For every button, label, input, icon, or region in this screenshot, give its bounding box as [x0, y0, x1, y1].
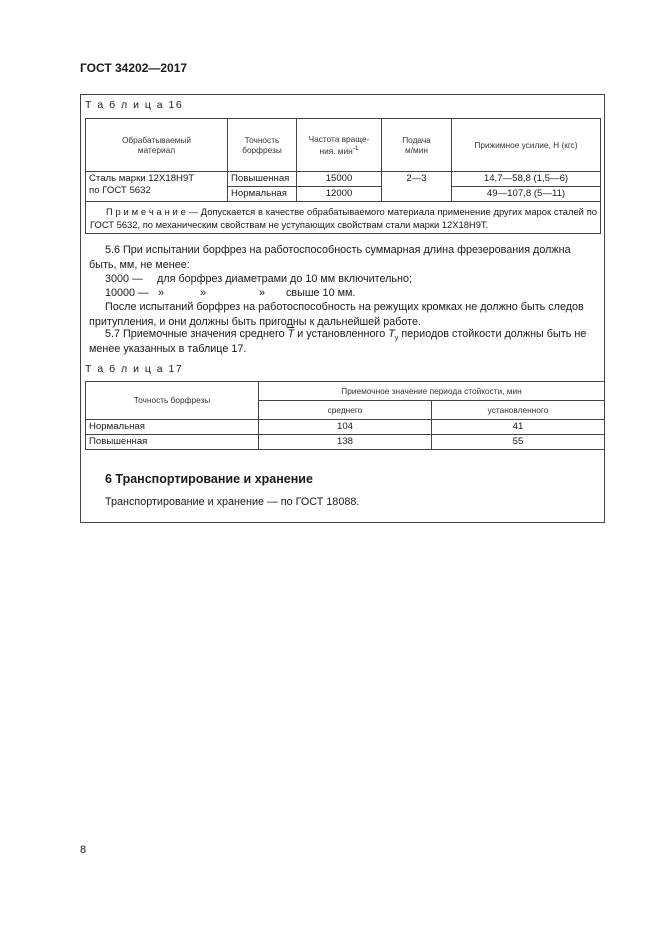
table-17-header-row: [86, 382, 605, 401]
cell-speed: 12000: [297, 187, 382, 202]
cell-set: 41: [432, 420, 605, 435]
cell-accuracy: Повышенная: [228, 172, 297, 187]
mean-period-symbol: $\overline{T}$: [287, 328, 295, 340]
cell-accuracy: Повышенная: [86, 435, 259, 450]
page-number: 8: [80, 844, 87, 856]
ditto-mark-2: »: [200, 287, 207, 299]
header-accuracy: [228, 119, 297, 172]
header-period-group: Приемочное значение периода стойкости, мин: [259, 382, 605, 401]
material-line2: по ГОСТ 5632: [89, 184, 151, 196]
table-row: [86, 172, 601, 187]
material-line1: Сталь марки 12Х18Н9Т: [89, 173, 195, 184]
section-6-text: Транспортирование и хранение — по ГОСТ 18088.: [105, 496, 360, 508]
header-feed-line1: Подача: [402, 134, 431, 145]
cell-force: 49—107,8 (5—11): [452, 187, 601, 202]
table-16: [85, 118, 601, 234]
length-10000-desc: свыше 10 мм.: [286, 287, 356, 299]
header-feed: [382, 119, 452, 172]
paragraph-5-7-line2: менее указанных в таблице 17.: [89, 343, 247, 355]
ditto-mark-1: »: [158, 287, 165, 299]
cell-feed: 2—3: [382, 172, 452, 202]
cell-material: [86, 172, 228, 202]
header-accuracy: Точность борфрезы: [86, 382, 259, 420]
p57-text-b: и установленного: [297, 328, 386, 340]
table-16-caption: Т а б л и ц а 16: [85, 99, 184, 111]
header-speed-exponent: -1: [352, 144, 359, 152]
table-row: [86, 435, 605, 450]
table-17-caption: Т а б л и ц а 17: [85, 363, 184, 375]
paragraph-after-line1: После испытаний борфрез на работоспособность на режущих кромках не должно быть следов: [105, 301, 584, 313]
header-speed-line2-wrap: [300, 145, 378, 156]
document-header: ГОСТ 34202—2017: [80, 61, 188, 75]
cell-mean: 104: [259, 420, 432, 435]
cell-force: 14,7—58,8 (1,5—6): [452, 172, 601, 187]
length-3000-value: 3000 —: [105, 273, 143, 285]
table-row: [86, 420, 605, 435]
cell-speed: 15000: [297, 172, 382, 187]
paragraph-5-6-line2: быть, мм, не менее:: [89, 259, 190, 271]
header-force: Прижимное усилие, Н (кгс): [452, 119, 601, 172]
header-speed-line2: ния. мин: [319, 145, 353, 156]
header-speed-line1: Частота враще-: [308, 134, 370, 145]
cell-accuracy: Нормальная: [86, 420, 259, 435]
cell-set: 55: [432, 435, 605, 450]
set-period-symbol: T: [388, 328, 395, 340]
header-mean: среднего: [259, 401, 432, 420]
cell-accuracy: Нормальная: [228, 187, 297, 202]
set-period-subscript: у: [394, 335, 399, 343]
ditto-mark-3: »: [259, 287, 266, 299]
header-speed: [297, 119, 382, 172]
header-material: [86, 119, 228, 172]
table-16-note-row: [86, 202, 601, 234]
p57-text-a: 5.7 Приемочные значения среднего: [105, 328, 285, 340]
header-feed-line2: м/мин: [405, 145, 428, 155]
header-set: установленного: [432, 401, 605, 420]
p57-text-c: периодов стойкости должны быть не: [401, 328, 587, 340]
paragraph-5-6-line1: 5.6 При испытании борфрез на работоспособность суммарная длина фрезерования должна: [105, 244, 571, 256]
table-16-note: П р и м е ч а н и е — Допускается в качестве обрабатываемого материала применение других марок сталей по ГОСТ 5632, по механическим свойствам не уступающих свойствам стали марки 12Х18Н9Т.: [86, 202, 601, 234]
paragraph-after-line2: притупления, и они должны быть пригодны к дальнейшей работе.: [89, 316, 422, 328]
table-16-header-row: [86, 119, 601, 172]
section-6-title: 6 Транспортирование и хранение: [105, 472, 313, 486]
length-3000-desc: для борфрез диаметрами до 10 мм включительно;: [157, 273, 412, 285]
header-material-line1: Обрабатываемый: [121, 134, 192, 145]
cell-mean: 138: [259, 435, 432, 450]
header-accuracy-line1: Точность: [244, 134, 280, 145]
table-17: [85, 381, 605, 450]
header-accuracy-line2: борфрезы: [242, 145, 282, 155]
header-material-line2: материал: [137, 145, 176, 155]
length-10000-value: 10000 —: [105, 287, 149, 299]
